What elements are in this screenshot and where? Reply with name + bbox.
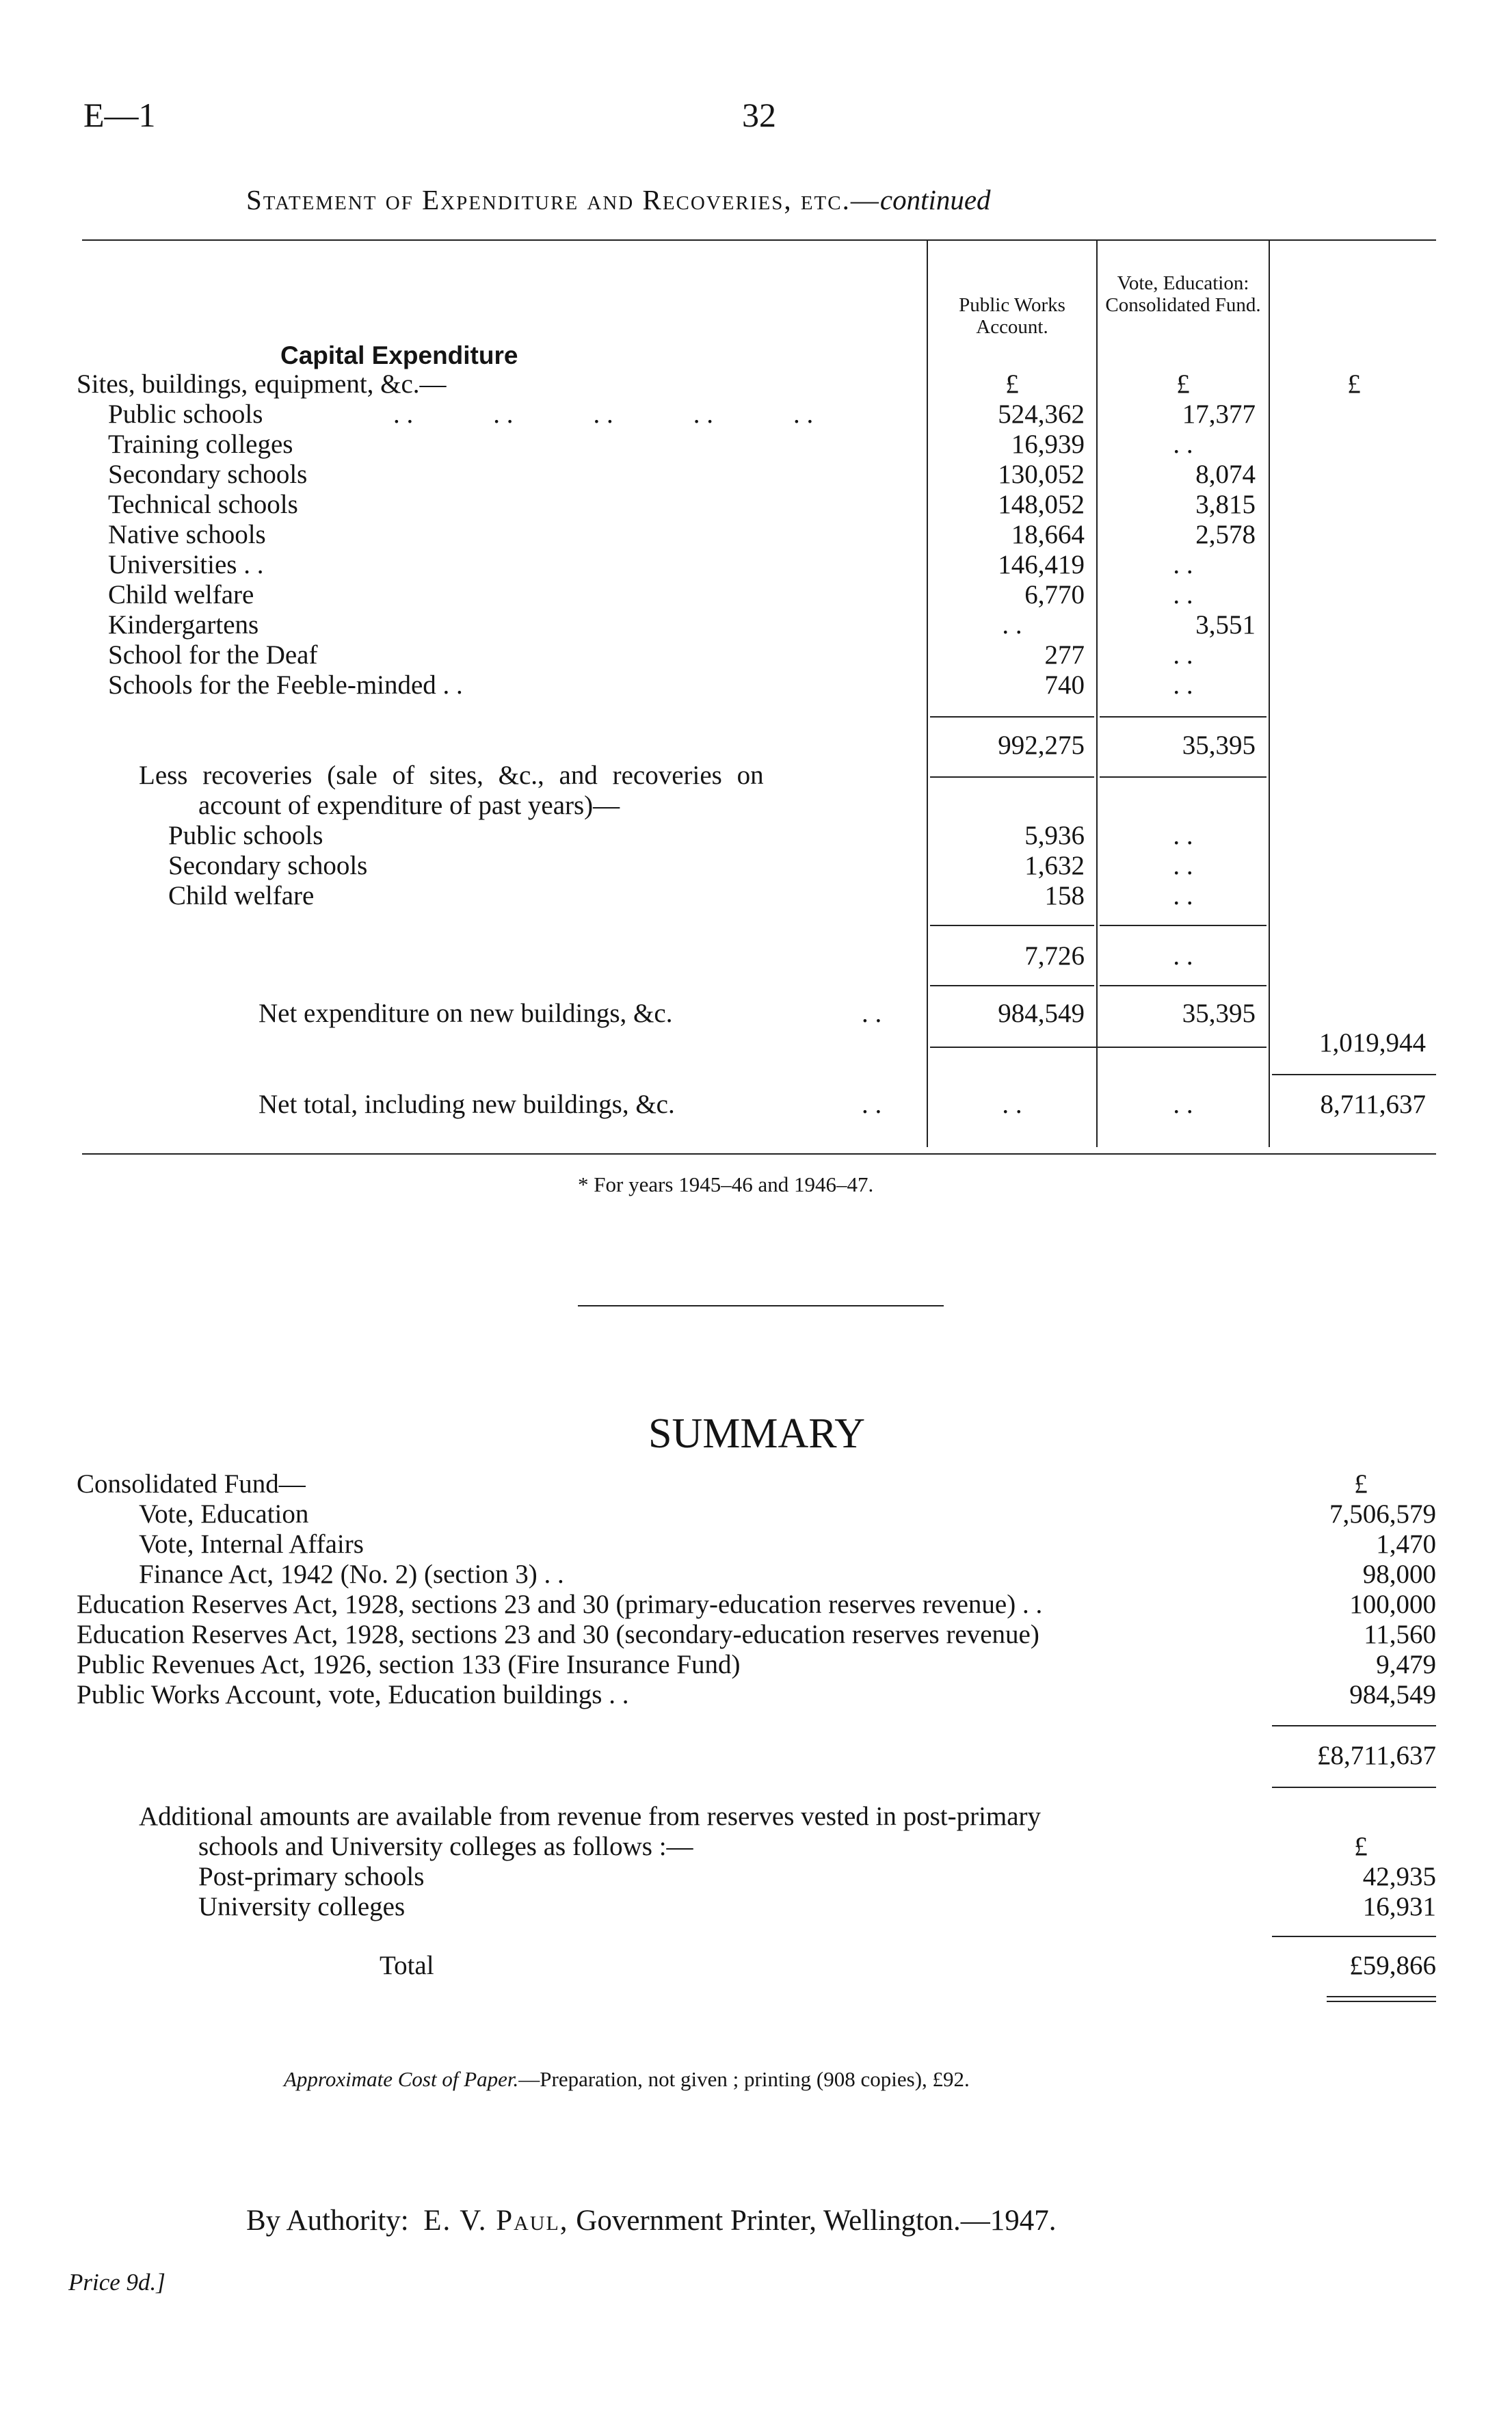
row-label: Child welfare	[108, 580, 254, 609]
recovery-vote: . .	[1173, 851, 1193, 880]
summary-row-label: Public Revenues Act, 1926, section 133 (Fire Insurance Fund)	[77, 1650, 741, 1679]
sites-group-label: Sites, buildings, equipment, &c.—	[77, 369, 447, 399]
recovery-label: Secondary schools	[168, 851, 368, 880]
summary-total-rule-bottom	[1272, 1787, 1436, 1788]
net-expenditure-rule	[930, 1047, 1266, 1048]
row-label: Technical schools	[108, 490, 298, 519]
summary-row-amount: 11,560	[1364, 1620, 1436, 1649]
row-label: School for the Deaf	[108, 640, 318, 670]
table-bottom-rule	[82, 1153, 1436, 1155]
summary-row-label: Vote, Internal Affairs	[139, 1529, 364, 1559]
row-vote: 2,578	[1195, 520, 1256, 549]
net-total-amount: 8,711,637	[1320, 1090, 1426, 1119]
currency-total: £	[1347, 369, 1361, 399]
net-expenditure-total: 1,019,944	[1319, 1028, 1426, 1057]
currency-vote: £	[1176, 369, 1190, 399]
recoveries-rule-vote	[1100, 925, 1266, 926]
additional-amounts-text: Additional amounts are available from revenue from reserves vested in post-primary	[139, 1802, 1042, 1831]
recovery-vote: . .	[1173, 881, 1193, 910]
printer-name: E. V. Paul,	[423, 2205, 569, 2237]
row-label: Kindergartens	[108, 610, 259, 640]
row-pwa: 18,664	[1011, 520, 1085, 549]
additional-currency: £	[1354, 1832, 1368, 1861]
row-vote: . .	[1173, 550, 1193, 579]
paper-cost-text: —Preparation, not given ; printing (908 copies), £92.	[518, 2067, 970, 2091]
summary-total-rule	[1272, 1725, 1436, 1726]
row-pwa: 146,419	[998, 550, 1085, 579]
paper-cost	[284, 2064, 970, 2094]
row-label: Training colleges	[108, 430, 293, 459]
price: Price 9d.]	[68, 2269, 165, 2296]
recoveries-total-rule-vote	[1100, 985, 1266, 986]
column-rule-1	[927, 241, 928, 1147]
row-label: Secondary schools	[108, 460, 308, 489]
statement-title-main: Statement of Expenditure and Recoveries, etc.—	[246, 184, 880, 215]
recovery-vote: . .	[1173, 821, 1193, 850]
row-label: Universities . .	[108, 550, 264, 579]
additional-amounts-text-cont: schools and University colleges as follows :—	[198, 1832, 693, 1861]
subtotal-rule-vote	[1100, 716, 1266, 718]
row-vote: . .	[1173, 670, 1193, 700]
subtotal-pwa: 992,275	[998, 731, 1085, 760]
consolidated-fund-label: Consolidated Fund—	[77, 1469, 306, 1499]
recovery-label: Child welfare	[168, 881, 315, 910]
recovery-pwa: 5,936	[1024, 821, 1085, 850]
authority-rest: Government Printer, Wellington.—1947.	[576, 2205, 1057, 2237]
summary-row-label: Education Reserves Act, 1928, sections 23 and 30 (secondary-education reserves revenue)	[77, 1620, 1039, 1649]
recovery-label: Public schools	[168, 821, 323, 850]
summary-title: SUMMARY	[648, 1410, 865, 1457]
recoveries-rule-pwa	[930, 925, 1094, 926]
statement-title-continued: continued	[879, 184, 991, 215]
total-column-rule	[1272, 1074, 1436, 1075]
net-total-vote: . .	[1173, 1090, 1193, 1119]
net-expenditure-pwa: 984,549	[998, 999, 1085, 1028]
footnote: * For years 1945–46 and 1946–47.	[578, 1172, 874, 1196]
subtotal-rule-pwa	[930, 716, 1094, 718]
recoveries-total-vote: . .	[1173, 941, 1193, 971]
row-label: Public schools	[108, 399, 263, 429]
leader-dots: . .	[862, 999, 882, 1028]
additional-row-label: Post-primary schools	[198, 1862, 425, 1891]
summary-row-amount: 1,470	[1376, 1529, 1436, 1559]
summary-row-amount: 7,506,579	[1329, 1499, 1436, 1529]
subtotal-rule-bottom-vote	[1100, 776, 1266, 778]
currency-pwa: £	[1005, 369, 1019, 399]
row-vote: 8,074	[1195, 460, 1256, 489]
double-rule-2	[1327, 2001, 1436, 2002]
section-divider	[578, 1305, 944, 1306]
recoveries-total-pwa: 7,726	[1024, 941, 1085, 971]
recoveries-label-cont: account of expenditure of past years)—	[198, 791, 620, 820]
net-total-pwa: . .	[1002, 1090, 1022, 1119]
row-vote: . .	[1173, 580, 1193, 609]
statement-title	[246, 185, 991, 215]
recoveries-total-rule-pwa	[930, 985, 1094, 986]
additional-row-label: University colleges	[198, 1892, 406, 1921]
column-header-public-works: Public Works Account.	[959, 294, 1065, 338]
summary-row-amount: 98,000	[1362, 1560, 1436, 1589]
row-vote: 3,551	[1195, 610, 1256, 640]
summary-total: £8,711,637	[1316, 1741, 1436, 1770]
double-rule-1	[1327, 1996, 1436, 1997]
summary-row-label: Vote, Education	[139, 1499, 309, 1529]
row-pwa: 277	[1044, 640, 1085, 670]
recovery-pwa: 158	[1044, 881, 1085, 910]
authority-line	[246, 2206, 1057, 2236]
row-vote: 3,815	[1195, 490, 1256, 519]
row-pwa: 6,770	[1024, 580, 1085, 609]
row-pwa: . .	[1002, 610, 1022, 640]
document-code: E—1	[83, 96, 156, 134]
additional-row-amount: 16,931	[1362, 1892, 1436, 1921]
row-vote: . .	[1173, 430, 1193, 459]
recovery-pwa: 1,632	[1024, 851, 1085, 880]
row-vote: . .	[1173, 640, 1193, 670]
row-pwa: 16,939	[1011, 430, 1085, 459]
additional-total: £59,866	[1349, 1951, 1436, 1980]
column-rule-3	[1269, 241, 1270, 1147]
leader-dots: . . . . . . . . . .	[393, 399, 814, 429]
summary-row-amount: 100,000	[1349, 1590, 1436, 1619]
additional-total-rule	[1272, 1936, 1436, 1937]
summary-row-amount: 9,479	[1376, 1650, 1436, 1679]
recoveries-label: Less recoveries (sale of sites, &c., and recoveries on	[139, 761, 764, 790]
authority-prefix: By Authority:	[246, 2205, 409, 2237]
additional-row-amount: 42,935	[1362, 1862, 1436, 1891]
summary-row-label: Finance Act, 1942 (No. 2) (section 3) . .	[139, 1560, 564, 1589]
net-expenditure-label: Net expenditure on new buildings, &c.	[258, 999, 673, 1028]
summary-row-amount: 984,549	[1349, 1680, 1436, 1709]
column-rule-2	[1096, 241, 1098, 1147]
subtotal-vote: 35,395	[1182, 731, 1256, 760]
summary-row-label: Public Works Account, vote, Education buildings . .	[77, 1680, 629, 1709]
net-total-label: Net total, including new buildings, &c.	[258, 1090, 675, 1119]
row-pwa: 130,052	[998, 460, 1085, 489]
row-pwa: 524,362	[998, 399, 1085, 429]
net-expenditure-vote: 35,395	[1182, 999, 1256, 1028]
subtotal-rule-bottom-pwa	[930, 776, 1094, 778]
capital-expenditure-heading: Capital Expenditure	[280, 341, 518, 369]
leader-dots: . .	[862, 1090, 882, 1119]
row-vote: 17,377	[1182, 399, 1256, 429]
additional-total-label: Total	[380, 1951, 434, 1980]
paper-cost-label: Approximate Cost of Paper.	[284, 2067, 519, 2091]
summary-row-label: Education Reserves Act, 1928, sections 23 and 30 (primary-education reserves revenue) . .	[77, 1590, 1043, 1619]
row-label: Native schools	[108, 520, 266, 549]
row-pwa: 148,052	[998, 490, 1085, 519]
column-header-vote-education: Vote, Education: Consolidated Fund.	[1105, 272, 1261, 316]
row-label: Schools for the Feeble-minded . .	[108, 670, 463, 700]
page-number: 32	[742, 96, 776, 134]
header-rule	[82, 239, 1436, 241]
row-pwa: 740	[1044, 670, 1085, 700]
summary-currency: £	[1354, 1469, 1368, 1499]
